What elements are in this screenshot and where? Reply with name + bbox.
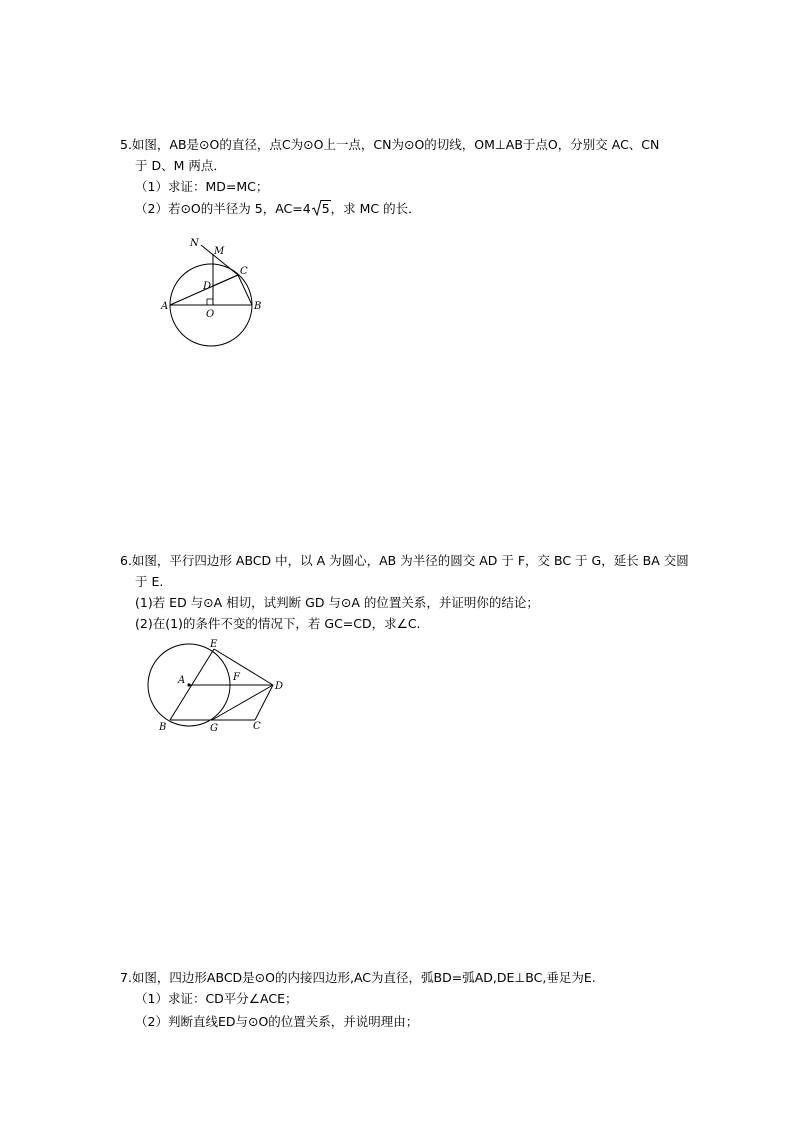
q6-label-a: A <box>178 675 186 686</box>
q6-segment-ed <box>214 649 273 685</box>
q5-segment-dc <box>213 275 238 286</box>
q6-stem-line2: 于 E. <box>135 574 164 589</box>
q5-stem-line2: 于 D、M 两点． <box>135 158 226 173</box>
q6-stem-line1: 6.如图，平行四边形 ABCD 中，以 A 为圆心，AB 为半径的圆交 AD 于 F，交 BC 于 G，延长 BA 交圆 <box>120 553 689 568</box>
q5-part2-after: ，求 MC 的长． <box>330 201 421 216</box>
q5-right-angle-mark <box>207 299 213 305</box>
q7-stem-line1: 7.如图，四边形ABCD是⊙O的内接四边形,AC为直径，弧BD=弧AD,DE⊥BC,垂足为E. <box>120 970 596 985</box>
q5-label-n: N <box>190 238 199 249</box>
q5-label-o: O <box>206 309 215 320</box>
q6-label-c: C <box>253 721 261 732</box>
q5-label-a: A <box>161 301 169 312</box>
q6-center-dot <box>187 683 190 686</box>
q6-label-g: G <box>210 723 218 734</box>
q6-part1: (1)若 ED 与⊙A 相切，试判断 GD 与⊙A 的位置关系，并证明你的结论； <box>135 595 539 610</box>
q7-part1: （1）求证：CD平分∠ACE； <box>135 991 298 1006</box>
q6-label-f: F <box>233 672 240 683</box>
q6-label-b: B <box>159 722 167 733</box>
q5-label-b: B <box>254 301 262 312</box>
q5-part2-before: （2）若⊙O的半径为 5，AC=4 <box>135 201 311 216</box>
q5-stem-line1: 5.如图，AB是⊙O的直径，点C为⊙O上一点，CN为⊙O的切线，OM⊥AB于点O，分别交 AC、CN <box>120 137 660 152</box>
q6-figure <box>144 636 294 736</box>
q5-label-d: D <box>203 281 212 292</box>
q6-label-d: D <box>275 681 284 692</box>
q5-label-m: M <box>214 246 225 257</box>
q5-label-c: C <box>240 266 248 277</box>
q5-chord-bc <box>238 275 252 305</box>
q5-part1: （1）求证：MD=MC； <box>135 179 269 194</box>
q6-part2: (2)在(1)的条件不变的情况下，若 GC=CD，求∠C. <box>135 616 421 631</box>
q7-part2: （2）判断直线ED与⊙O的位置关系，并说明理由； <box>135 1014 419 1029</box>
q6-label-e: E <box>210 639 218 650</box>
q5-figure <box>155 232 275 354</box>
sqrt-symbol <box>312 200 331 217</box>
q5-radicand: 5 <box>321 201 330 216</box>
q5-part2 <box>135 200 421 217</box>
